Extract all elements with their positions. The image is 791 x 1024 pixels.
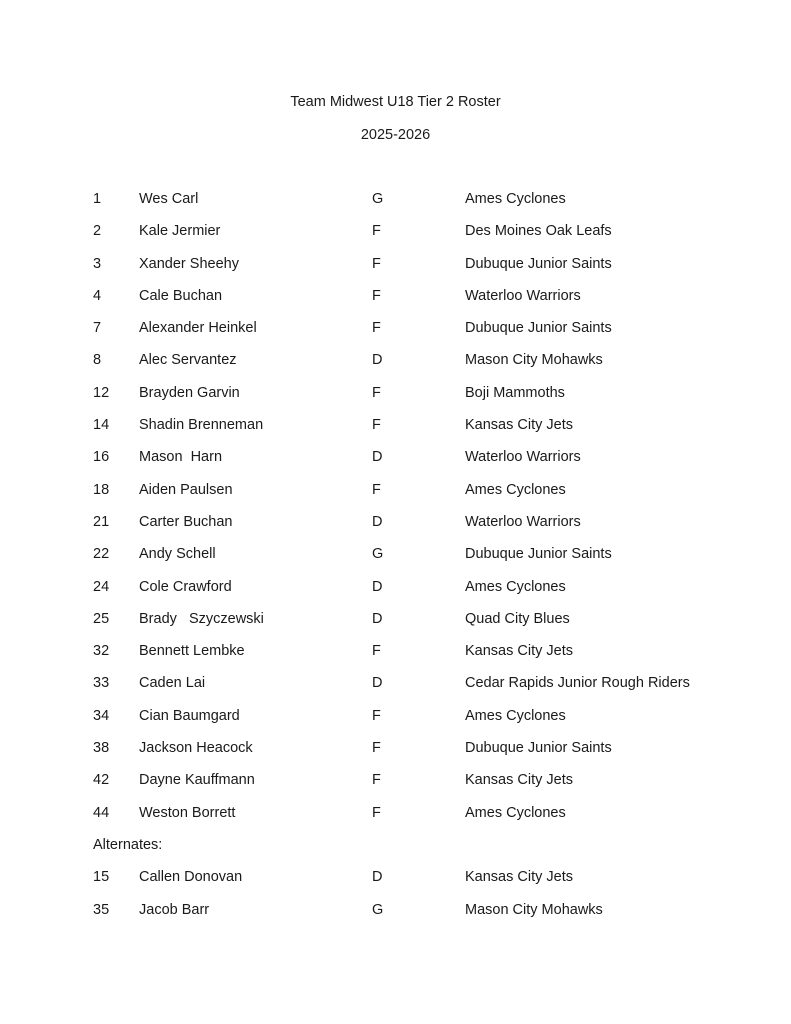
player-team: Waterloo Warriors — [465, 513, 581, 530]
player-team: Ames Cyclones — [465, 481, 566, 498]
player-number: 8 — [93, 352, 102, 369]
player-team: Kansas City Jets — [465, 869, 573, 886]
roster-row — [0, 481, 791, 513]
player-team: Dubuque Junior Saints — [465, 320, 612, 337]
player-name: Alexander Heinkel — [139, 320, 257, 337]
player-name: Alec Servantez — [139, 352, 237, 369]
roster-row — [0, 222, 791, 254]
player-number: 1 — [93, 191, 102, 207]
player-position: F — [372, 287, 381, 304]
player-number: 12 — [93, 384, 110, 401]
player-position: D — [372, 869, 383, 886]
alternates-label: Alternates: — [93, 836, 163, 853]
player-name: Jackson Heacock — [139, 740, 253, 757]
roster-row — [0, 642, 791, 674]
player-position: D — [372, 578, 383, 595]
player-number: 21 — [93, 513, 110, 530]
player-position: G — [372, 546, 384, 563]
player-name: Aiden Paulsen — [139, 481, 233, 498]
player-name: Jacob Barr — [139, 901, 210, 918]
player-team: Cedar Rapids Junior Rough Riders — [465, 675, 690, 692]
player-position: D — [372, 449, 383, 466]
player-name: Cale Buchan — [139, 287, 223, 304]
player-position: D — [372, 352, 383, 369]
player-team: Ames Cyclones — [465, 578, 566, 595]
player-number: 14 — [93, 417, 110, 434]
roster-row — [0, 255, 791, 287]
player-team: Dubuque Junior Saints — [465, 255, 612, 272]
player-team: Kansas City Jets — [465, 417, 573, 434]
player-team: Mason City Mohawks — [465, 901, 603, 918]
player-name: Weston Borrett — [139, 804, 236, 821]
player-name: Cian Baumgard — [139, 707, 240, 724]
player-number: 2 — [93, 223, 102, 240]
player-number: 34 — [93, 707, 110, 724]
player-number: 35 — [93, 901, 110, 918]
player-name: Cole Crawford — [139, 578, 232, 595]
roster-row — [0, 448, 791, 480]
roster-row — [0, 190, 791, 222]
roster-row — [0, 319, 791, 351]
player-position: D — [372, 513, 383, 530]
player-number: 7 — [93, 320, 102, 337]
player-team: Dubuque Junior Saints — [465, 740, 612, 757]
player-position: F — [372, 643, 381, 660]
player-name: Bennett Lembke — [139, 643, 245, 660]
player-position: F — [372, 772, 381, 789]
player-position: F — [372, 707, 381, 724]
player-number: 3 — [93, 255, 102, 272]
player-team: Ames Cyclones — [465, 804, 566, 821]
season-label: 2025-2026 — [360, 127, 431, 143]
player-position: F — [372, 223, 381, 240]
player-position: F — [372, 481, 381, 498]
roster-row — [0, 771, 791, 803]
alternates-heading — [0, 836, 791, 868]
roster-row — [0, 578, 791, 610]
player-name: Wes Carl — [139, 191, 199, 207]
player-team: Waterloo Warriors — [465, 449, 581, 466]
player-team: Boji Mammoths — [465, 384, 565, 401]
player-number: 4 — [93, 287, 102, 304]
roster-list — [0, 190, 791, 933]
page-title: Team Midwest U18 Tier 2 Roster — [290, 94, 501, 110]
player-number: 25 — [93, 610, 110, 627]
player-number: 18 — [93, 481, 110, 498]
player-name: Brady Szyczewski — [139, 610, 264, 627]
player-team: Ames Cyclones — [465, 707, 566, 724]
player-position: F — [372, 417, 381, 434]
roster-row — [0, 416, 791, 448]
player-team: Waterloo Warriors — [465, 287, 581, 304]
player-number: 15 — [93, 869, 110, 886]
roster-row — [0, 707, 791, 739]
player-name: Callen Donovan — [139, 869, 243, 886]
player-number: 24 — [93, 578, 110, 595]
roster-row — [0, 287, 791, 319]
player-number: 38 — [93, 740, 110, 757]
roster-row — [0, 513, 791, 545]
roster-row — [0, 739, 791, 771]
player-number: 42 — [93, 772, 110, 789]
player-name: Shadin Brenneman — [139, 417, 264, 434]
player-position: F — [372, 804, 381, 821]
player-name: Andy Schell — [139, 546, 216, 563]
player-name: Brayden Garvin — [139, 384, 240, 401]
player-team: Mason City Mohawks — [465, 352, 603, 369]
player-position: D — [372, 610, 383, 627]
roster-row — [0, 610, 791, 642]
player-position: F — [372, 320, 381, 337]
roster-row — [0, 804, 791, 836]
player-team: Ames Cyclones — [465, 191, 566, 207]
player-name: Caden Lai — [139, 675, 206, 692]
roster-row — [0, 545, 791, 577]
player-team: Des Moines Oak Leafs — [465, 223, 612, 240]
player-number: 32 — [93, 643, 110, 660]
player-team: Quad City Blues — [465, 610, 570, 627]
player-team: Kansas City Jets — [465, 643, 573, 660]
alternate-row — [0, 901, 791, 933]
player-number: 44 — [93, 804, 110, 821]
player-position: F — [372, 384, 381, 401]
alternate-row — [0, 868, 791, 900]
player-team: Kansas City Jets — [465, 772, 573, 789]
player-team: Dubuque Junior Saints — [465, 546, 612, 563]
player-position: G — [372, 191, 384, 207]
player-name: Dayne Kauffmann — [139, 772, 255, 789]
player-name: Kale Jermier — [139, 223, 221, 240]
roster-row — [0, 674, 791, 706]
player-position: F — [372, 255, 381, 272]
player-number: 16 — [93, 449, 110, 466]
player-position: F — [372, 740, 381, 757]
player-name: Carter Buchan — [139, 513, 233, 530]
roster-row — [0, 384, 791, 416]
player-name: Mason Harn — [139, 449, 223, 466]
player-name: Xander Sheehy — [139, 255, 239, 272]
roster-row — [0, 351, 791, 383]
player-position: G — [372, 901, 384, 918]
player-number: 33 — [93, 675, 110, 692]
player-number: 22 — [93, 546, 110, 563]
player-position: D — [372, 675, 383, 692]
